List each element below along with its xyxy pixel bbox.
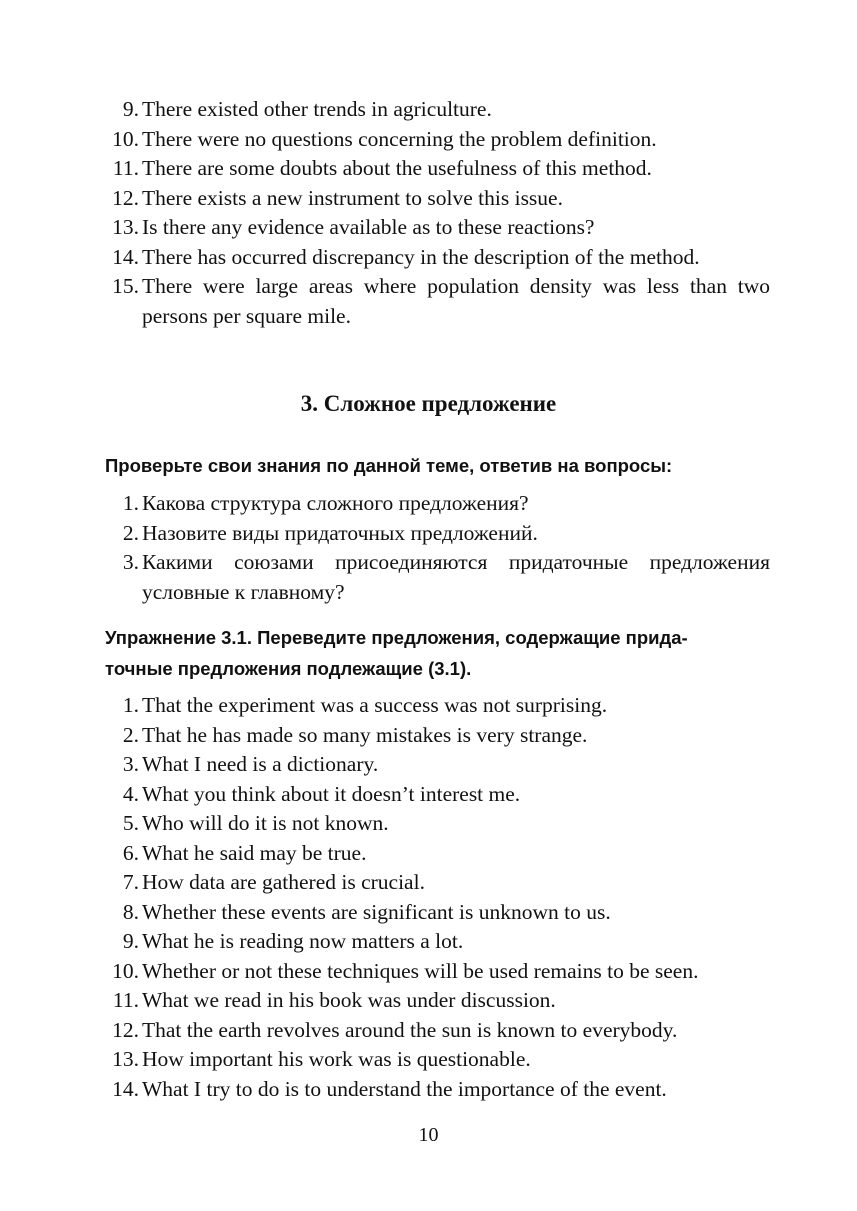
list-item (105, 898, 770, 928)
list-item (105, 1016, 770, 1046)
item-text: That the earth revolves around the sun is known to everybody. (142, 1017, 678, 1042)
item-number: 2. (122, 722, 139, 747)
item-text: What he is reading now matters a lot. (142, 929, 464, 953)
list-item (105, 986, 770, 1016)
item-number: 3. (122, 752, 139, 776)
list-item (105, 780, 770, 810)
top-sentence-list (105, 95, 770, 331)
list-item (105, 957, 770, 987)
exercise-task-line: Упражнение 3.1. Переведите предложения, содержащие прида- (105, 627, 688, 648)
item-text: There are some doubts about the usefulness of this method. (142, 156, 652, 180)
item-number: 12. (112, 185, 139, 210)
item-number: 14. (112, 244, 139, 269)
item-number: 13. (112, 1047, 139, 1071)
list-item (105, 154, 770, 184)
list-item (105, 125, 770, 155)
item-text: Who will do it is not known. (142, 811, 389, 835)
item-text: Какими союзами присоединяются придаточные предложения условные к главному? (142, 550, 770, 604)
item-text: How important his work was is questionable. (142, 1047, 531, 1071)
item-text: Какова структура сложного предложения? (142, 491, 529, 515)
item-number: 12. (112, 1017, 139, 1042)
item-number: 1. (122, 491, 139, 515)
item-text: There existed other trends in agriculture. (142, 97, 492, 121)
item-text: Whether or not these techniques will be used remains to be seen. (142, 958, 699, 983)
item-number: 9. (122, 97, 139, 121)
list-item (105, 721, 770, 751)
item-number: 4. (122, 781, 139, 806)
list-item (105, 750, 770, 780)
list-item (105, 809, 770, 839)
questions-task: Проверьте свои знания по данной теме, ответив на вопросы: (105, 455, 673, 476)
list-item (105, 548, 770, 607)
item-number: 5. (122, 811, 139, 835)
item-number: 1. (122, 693, 139, 717)
list-item (105, 489, 770, 519)
item-text: What I try to do is to understand the importance of the event. (142, 1076, 667, 1101)
list-item (105, 1045, 770, 1075)
item-number: 11. (112, 156, 139, 180)
item-number: 6. (122, 840, 139, 865)
item-text: What we read in his book was under discussion. (142, 988, 556, 1012)
list-item (105, 868, 770, 898)
item-text: What I need is a dictionary. (142, 752, 379, 776)
questions-list (105, 489, 770, 607)
item-text: What you think about it doesn’t interest me. (142, 781, 521, 806)
item-text: There has occurred discrepancy in the description of the method. (142, 244, 700, 269)
item-text: There were large areas where population density was less than two persons per square mile. (142, 274, 770, 328)
item-text: That he has made so many mistakes is very strange. (142, 722, 588, 747)
exercise-task-line: точные предложения подлежащие (3.1). (105, 658, 472, 679)
list-item (105, 1075, 770, 1105)
item-text: There exists a new instrument to solve this issue. (142, 185, 563, 210)
list-item (105, 272, 770, 331)
item-number: 15. (112, 274, 139, 298)
section-title: 3. Сложное предложение (300, 391, 557, 416)
item-number: 2. (122, 520, 139, 545)
list-item (105, 184, 770, 214)
item-text: That the experiment was a success was not surprising. (142, 693, 608, 717)
item-number: 9. (122, 929, 139, 953)
page-number: 10 (418, 1124, 439, 1146)
item-number: 14. (112, 1076, 139, 1101)
item-text: Назовите виды придаточных предложений. (142, 520, 538, 545)
item-text: There were no questions concerning the problem definition. (142, 126, 657, 151)
item-text: What he said may be true. (142, 840, 367, 865)
item-number: 3. (122, 550, 139, 574)
item-text: Whether these events are significant is unknown to us. (142, 899, 611, 924)
item-number: 10. (112, 126, 139, 151)
item-number: 13. (112, 215, 139, 239)
list-item (105, 839, 770, 869)
exercise-task (105, 622, 770, 684)
list-item (105, 213, 770, 243)
list-item (105, 927, 770, 957)
list-item (105, 243, 770, 273)
item-number: 7. (122, 870, 139, 894)
item-number: 10. (112, 958, 139, 983)
item-text: Is there any evidence available as to these reactions? (142, 215, 595, 239)
list-item (105, 691, 770, 721)
list-item (105, 519, 770, 549)
item-number: 8. (122, 899, 139, 924)
item-text: How data are gathered is crucial. (142, 870, 425, 894)
list-item (105, 95, 770, 125)
exercise-list (105, 691, 770, 1104)
item-number: 11. (112, 988, 139, 1012)
